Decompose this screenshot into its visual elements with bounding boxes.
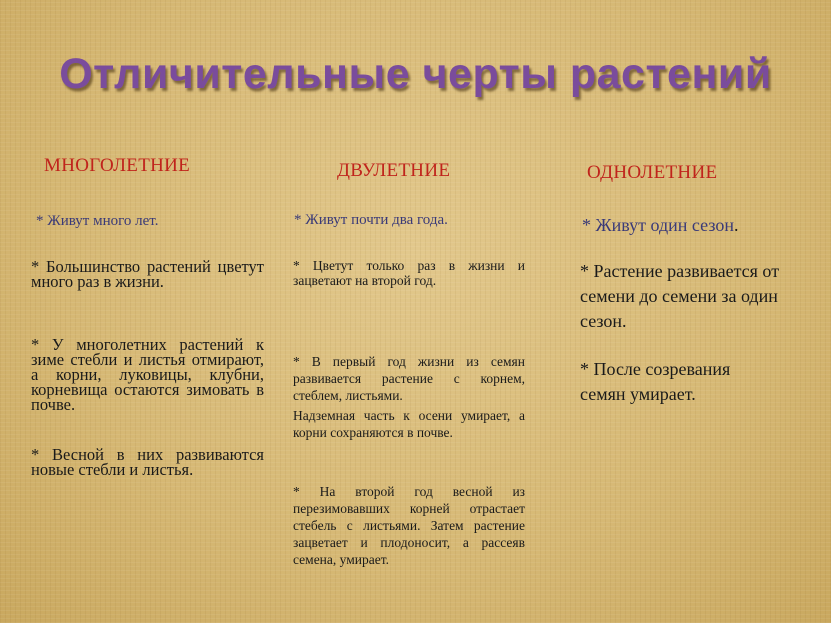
biennial-item-3: * В первый год жизни из семян развивается растение с корнем, стеблем, листьями. <box>293 354 525 403</box>
biennial-item-1: * Живут почти два года. <box>294 212 448 228</box>
annual-item-3: * После созревания семян умирает. <box>580 359 731 404</box>
perennial-item-2: * Большинство растений цветут много раз в жизни. <box>31 257 264 291</box>
annual-item-1 <box>582 213 802 238</box>
annual-item-1-text: * Живут один сезон <box>582 215 734 235</box>
perennial-item-1: * Живут много лет. <box>36 213 159 229</box>
column-heading-annual: ОДНОЛЕТНИЕ <box>587 162 718 183</box>
slide-title: Отличительные черты растений <box>59 50 772 98</box>
annual-item-1-period: . <box>733 215 739 235</box>
column-heading-biennial: ДВУЛЕТНИЕ <box>337 160 451 181</box>
annual-item-2: * Растение развивается от семени до семени за один сезон. <box>580 261 780 331</box>
biennial-item-2: * Цветут только раз в жизни и зацветают на второй год. <box>293 258 525 288</box>
perennial-item-3: * У многолетних растений к зиме стебли и листья отмирают, а корни, луковицы, клубни, корневища остаются зимовать в почве. <box>31 335 264 414</box>
perennial-item-4: * Весной в них развиваются новые стебли и листья. <box>31 445 264 479</box>
biennial-item-4: Надземная часть к осени умирает, а корни сохраняются в почве. <box>293 408 525 440</box>
biennial-item-5: * На второй год весной из перезимовавших корней отрастает стебель с листьями. Затем растение зацветает и плодоносит, а рассеяв семена, умирает. <box>293 484 525 567</box>
column-heading-perennial: МНОГОЛЕТНИЕ <box>44 155 191 176</box>
